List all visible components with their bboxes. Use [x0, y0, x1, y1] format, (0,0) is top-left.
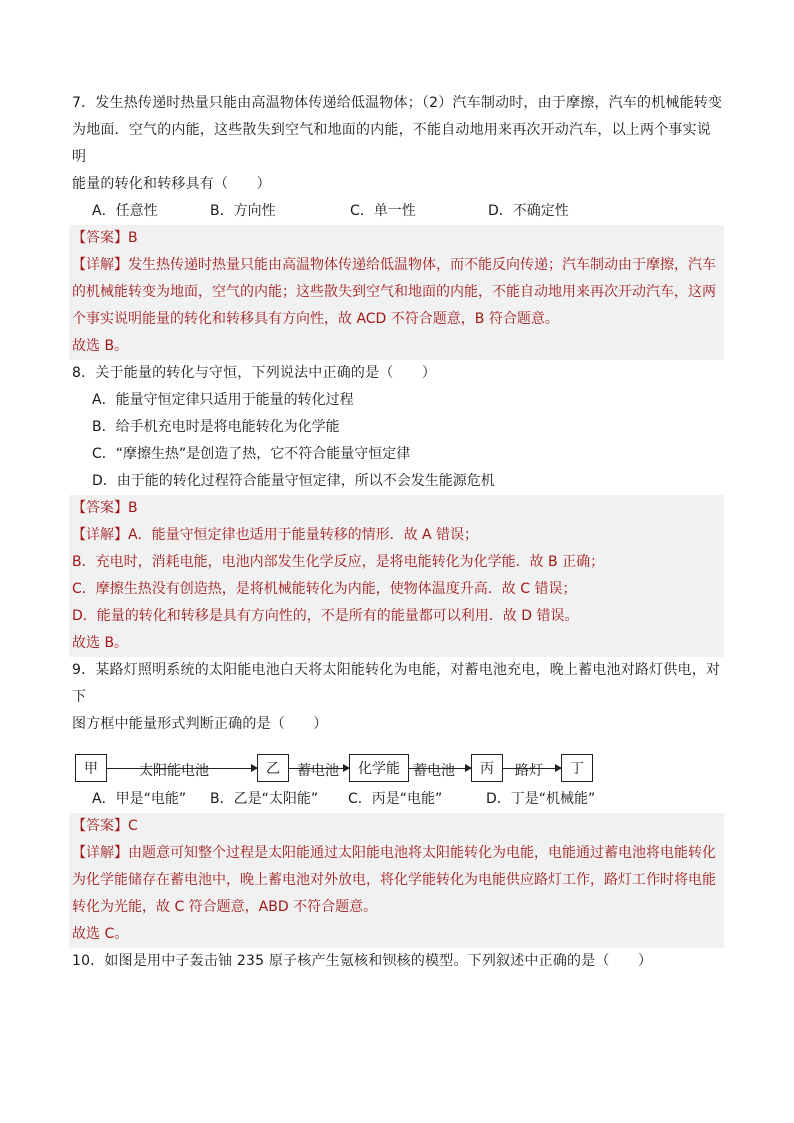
- box-yi: 乙: [257, 754, 289, 782]
- option-b: B．给手机充电时是将电能转化为化学能: [92, 419, 340, 435]
- option-b: B．乙是“太阳能”: [210, 791, 319, 807]
- question-7-line: 7．发生热传递时热量只能由高温物体传递给低温物体；（2）汽车制动时，由于摩擦，汽车的机械能转变: [72, 95, 723, 111]
- detail-line: [72, 252, 721, 279]
- option-a: A．甲是“电能”: [92, 791, 187, 807]
- option-c: C．丙是“电能”: [348, 791, 443, 807]
- question-9-options: [72, 786, 724, 813]
- detail-text: 个事实说明能量的转化和转移具有方向性，故 ACD 不符合题意，B 符合题意。: [72, 311, 559, 327]
- question-7-line: 能量的转化和转移具有（ ）: [72, 176, 271, 192]
- answer-line: [72, 813, 721, 840]
- option-d: D．丁是“机械能”: [486, 791, 596, 807]
- question-8-stem: 8．关于能量的转化与守恒，下列说法中正确的是（ ）: [72, 365, 437, 381]
- conclusion: 故选 B。: [72, 635, 129, 651]
- detail-tag: 【详解】: [72, 257, 128, 273]
- answer-tag: 【答案】: [72, 230, 128, 246]
- answer-block-7: [69, 225, 724, 360]
- question-10: [72, 948, 724, 975]
- option-d: D．不确定性: [488, 203, 569, 219]
- detail-line: [72, 840, 721, 867]
- arrow-battery: [409, 763, 471, 779]
- detail-text: A．能量守恒定律也适用于能量转移的情形．故 A 错误；: [128, 527, 479, 543]
- answer-tag: 【答案】: [72, 500, 128, 516]
- option-a: A．任意性: [92, 203, 158, 219]
- question-10-stem: 10．如图是用中子轰击铀 235 原子核产生氪核和钡核的模型。下列叙述中正确的是（ ）: [72, 953, 653, 969]
- question-7-line: 为地面．空气的内能，这些散失到空气和地面的内能，不能自动地用来再次开动汽车，以上两个事实说明: [72, 122, 711, 165]
- answer-tag: 【答案】: [72, 818, 128, 834]
- question-9-line: 9．某路灯照明系统的太阳能电池白天将太阳能转化为电能，对蓄电池充电，晚上蓄电池对路灯供电，对下: [72, 662, 721, 705]
- arrow-street-lamp: [503, 763, 561, 779]
- detail-text: 的机械能转变为地面，空气的内能；这些散失到空气和地面的内能，不能自动地用来再次开动汽车，这两: [72, 284, 716, 300]
- option-c: C．单一性: [350, 203, 416, 219]
- detail-text: 由题意可知整个过程是太阳能通过太阳能电池将太阳能转化为电能，电能通过蓄电池将电能转化: [128, 845, 716, 861]
- arrow-label: 路灯: [515, 763, 543, 779]
- answer-block-9: [69, 813, 724, 948]
- answer-line: [72, 495, 721, 522]
- question-7: [72, 90, 724, 360]
- option-d: D．由于能的转化过程符合能量守恒定律，所以不会发生能源危机: [92, 473, 495, 489]
- answer-value: B: [128, 500, 138, 516]
- question-9-line: 图方框中能量形式判断正确的是（ ）: [72, 716, 328, 732]
- conclusion: 故选 C。: [72, 926, 129, 942]
- conclusion: 故选 B。: [72, 338, 129, 354]
- box-jia: 甲: [75, 754, 107, 782]
- arrow-solar-cell: [107, 763, 257, 779]
- detail-text: B．充电时，消耗电能，电池内部发生化学反应，是将电能转化为化学能．故 B 正确；: [72, 554, 605, 570]
- detail-text: 转化为光能，故 C 符合题意，ABD 不符合题意。: [72, 899, 378, 915]
- box-bing: 丙: [471, 754, 503, 782]
- detail-tag: 【详解】: [72, 527, 128, 543]
- box-chemical-energy: 化学能: [349, 754, 409, 782]
- box-ding: 丁: [561, 754, 593, 782]
- answer-block-8: [69, 495, 724, 657]
- arrow-label: 太阳能电池: [139, 763, 209, 779]
- question-7-options: [72, 198, 724, 225]
- detail-text: C．摩擦生热没有创造热，是将机械能转化为内能，使物体温度升高．故 C 错误；: [72, 581, 577, 597]
- detail-line: [72, 522, 721, 549]
- arrow-battery: [289, 763, 349, 779]
- answer-value: B: [128, 230, 138, 246]
- energy-flow-diagram: [72, 742, 724, 786]
- detail-text: D．能量的转化和转移是具有方向性的，不是所有的能量都可以利用．故 D 错误。: [72, 608, 579, 624]
- detail-text: 发生热传递时热量只能由高温物体传递给低温物体，而不能反向传递；汽车制动由于摩擦，汽车: [128, 257, 716, 273]
- option-c: C．“摩擦生热”是创造了热，它不符合能量守恒定律: [92, 446, 411, 462]
- answer-line: [72, 225, 721, 252]
- answer-value: C: [128, 818, 138, 834]
- option-a: A．能量守恒定律只适用于能量的转化过程: [92, 392, 354, 408]
- detail-tag: 【详解】: [72, 845, 128, 861]
- document-page: [72, 90, 724, 975]
- option-b: B．方向性: [210, 203, 276, 219]
- arrow-label: 蓄电池: [297, 763, 339, 779]
- question-9: [72, 657, 724, 948]
- question-8: [72, 360, 724, 657]
- arrow-label: 蓄电池: [413, 763, 455, 779]
- detail-text: 为化学能储存在蓄电池中，晚上蓄电池对外放电，将化学能转化为电能供应路灯工作，路灯工作时将电能: [72, 872, 716, 888]
